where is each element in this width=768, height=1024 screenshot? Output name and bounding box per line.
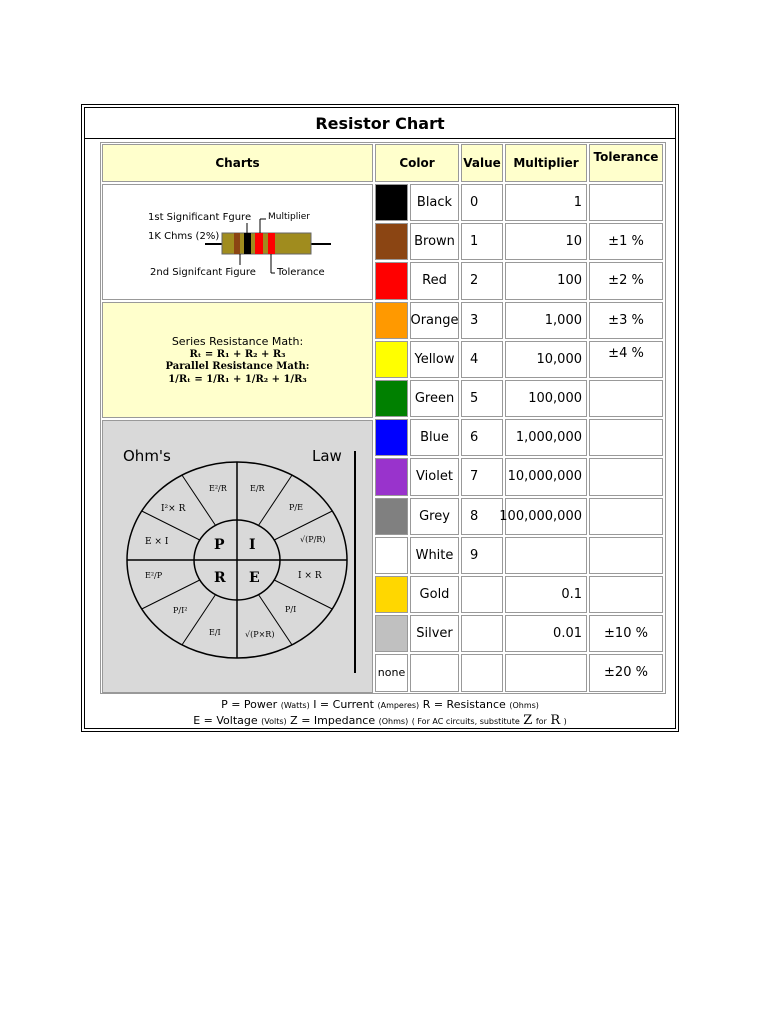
header-tolerance: Tolerance xyxy=(589,144,663,182)
seg-e-i: E/I xyxy=(209,628,221,637)
footer-note-open: ( For AC circuits, substitute xyxy=(411,717,520,726)
tolerance-cell: ±20 % xyxy=(589,654,663,691)
color-name: White xyxy=(410,537,459,574)
multiplier-cell: 100 xyxy=(505,262,587,299)
color-swatch xyxy=(375,537,408,574)
ohms-law-title-right: Law xyxy=(312,447,342,465)
multiplier-cell: 100,000 xyxy=(505,380,587,417)
color-name: Yellow xyxy=(410,341,459,378)
footer-note-close: ) xyxy=(563,717,567,726)
tolerance-cell xyxy=(589,576,663,613)
tolerance-cell xyxy=(589,537,663,574)
color-name: Orange xyxy=(410,302,459,339)
color-name: Green xyxy=(410,380,459,417)
color-name: Red xyxy=(410,262,459,299)
seg-sqrt-pxr: √(P×R) xyxy=(245,630,275,639)
page-title: Resistor Chart xyxy=(85,108,675,139)
resistor-chart-frame xyxy=(81,104,679,732)
color-swatch xyxy=(375,498,408,535)
multiplier-cell: 1 xyxy=(505,184,587,221)
wheel-spoke xyxy=(142,580,200,609)
wheel-spoke xyxy=(182,595,216,645)
color-swatch xyxy=(375,184,408,221)
seg-p-e: P/E xyxy=(289,503,303,512)
color-swatch xyxy=(375,302,408,339)
color-swatch xyxy=(375,419,408,456)
color-swatch xyxy=(375,615,408,652)
value-cell: 6 xyxy=(461,419,503,456)
footer-note-for: for xyxy=(535,717,547,726)
seg-e-x-i: E × I xyxy=(145,537,169,547)
value-cell xyxy=(461,654,503,691)
ohms-law-title-left: Ohm's xyxy=(123,447,171,465)
footer-i-unit: (Amperes) xyxy=(377,701,420,710)
multiplier-cell xyxy=(505,654,587,691)
tolerance-cell: ±10 % xyxy=(589,615,663,652)
footer-note-r: R xyxy=(550,713,561,728)
ohms-law-panel xyxy=(102,420,373,693)
center-i: I xyxy=(249,537,256,553)
band-2 xyxy=(244,233,251,254)
footer-line-2 xyxy=(85,713,675,728)
tolerance-cell: ±3 % xyxy=(589,302,663,339)
header-value: Value xyxy=(461,144,503,182)
series-math-title: Series Resistance Math: xyxy=(171,335,304,348)
label-value: 1K Chms (2%) xyxy=(148,231,220,242)
resistor-diagram-panel xyxy=(102,184,373,300)
tolerance-cell xyxy=(589,184,663,221)
seg-p-i: P/I xyxy=(285,605,297,614)
label-tolerance: Tolerance xyxy=(277,267,325,278)
color-name: Violet xyxy=(410,458,459,495)
value-cell: 9 xyxy=(461,537,503,574)
value-cell: 2 xyxy=(461,262,503,299)
color-swatch xyxy=(375,341,408,378)
multiplier-cell: 10,000,000 xyxy=(505,458,587,495)
header-color: Color xyxy=(375,144,459,182)
color-swatch xyxy=(375,380,408,417)
color-name: Grey xyxy=(410,498,459,535)
header-charts: Charts xyxy=(102,144,373,182)
multiplier-cell: 1,000 xyxy=(505,302,587,339)
series-math-panel xyxy=(102,302,373,418)
tolerance-cell xyxy=(589,380,663,417)
footer-line-1 xyxy=(85,698,675,711)
color-swatch xyxy=(375,223,408,260)
center-r: R xyxy=(214,570,226,586)
label-first-fig: 1st Significant Fgure xyxy=(148,212,252,223)
footer-p: P = Power xyxy=(221,698,278,711)
band-3 xyxy=(255,233,263,254)
seg-i2-x-r: I²× R xyxy=(161,504,186,514)
value-cell: 8 xyxy=(461,498,503,535)
footer-e-unit: (Volts) xyxy=(261,717,287,726)
frame-inner-border xyxy=(84,107,676,729)
seg-e2-r: E²/R xyxy=(209,484,227,493)
value-cell: 7 xyxy=(461,458,503,495)
multiplier-cell: 0.1 xyxy=(505,576,587,613)
parallel-math-formula: 1/Rₜ = 1/R₁ + 1/R₂ + 1/R₃ xyxy=(168,374,307,385)
ohms-law-wheel xyxy=(103,421,372,692)
color-name: Brown xyxy=(410,223,459,260)
multiplier-cell: 10 xyxy=(505,223,587,260)
value-cell: 0 xyxy=(461,184,503,221)
label-second-fig: 2nd Signifcant Figure xyxy=(150,267,256,278)
value-cell: 5 xyxy=(461,380,503,417)
color-swatch xyxy=(375,576,408,613)
value-cell xyxy=(461,576,503,613)
seg-e2-p: E²/P xyxy=(145,571,163,580)
band-1 xyxy=(234,233,240,254)
color-swatch xyxy=(375,262,408,299)
color-name: Black xyxy=(410,184,459,221)
footer-z-unit: (Ohms) xyxy=(378,717,409,726)
color-name: Gold xyxy=(410,576,459,613)
footer-r-unit: (Ohms) xyxy=(509,701,539,710)
parallel-math-title: Parallel Resistance Math: xyxy=(165,361,310,372)
seg-e-r: E/R xyxy=(250,484,265,493)
tolerance-cell xyxy=(589,419,663,456)
footer-e: E = Voltage xyxy=(193,714,258,727)
multiplier-cell: 0.01 xyxy=(505,615,587,652)
footer-i: I = Current xyxy=(313,698,374,711)
tolerance-cell: ±4 % xyxy=(589,341,663,378)
center-p: P xyxy=(214,537,225,553)
value-cell: 1 xyxy=(461,223,503,260)
seg-sqrt-p-r: √(P/R) xyxy=(300,535,326,544)
color-name: Blue xyxy=(410,419,459,456)
wheel-spoke xyxy=(274,580,332,609)
seg-p-i2: P/I² xyxy=(173,606,188,615)
footer-note-z: Z xyxy=(523,713,533,728)
series-math-formula: Rₜ = R₁ + R₂ + R₃ xyxy=(189,349,286,360)
footer-p-unit: (Watts) xyxy=(280,701,310,710)
chart-table xyxy=(100,142,666,694)
color-swatch xyxy=(375,458,408,495)
value-cell: 3 xyxy=(461,302,503,339)
label-multiplier: Multiplier xyxy=(268,212,310,222)
multiplier-cell xyxy=(505,537,587,574)
multiplier-cell: 1,000,000 xyxy=(505,419,587,456)
color-name: Silver xyxy=(410,615,459,652)
center-e: E xyxy=(249,570,260,586)
value-cell xyxy=(461,615,503,652)
header-multiplier: Multiplier xyxy=(505,144,587,182)
tolerance-cell: ±1 % xyxy=(589,223,663,260)
seg-i-x-r: I × R xyxy=(298,571,322,581)
tolerance-cell xyxy=(589,458,663,495)
color-name: none xyxy=(375,654,408,691)
multiplier-cell: 10,000 xyxy=(505,341,587,378)
wheel-spoke xyxy=(182,475,216,525)
footer-z: Z = Impedance xyxy=(290,714,376,727)
value-cell: 4 xyxy=(461,341,503,378)
wheel-spoke xyxy=(259,475,293,525)
tolerance-cell: ±2 % xyxy=(589,262,663,299)
color-name-empty xyxy=(410,654,459,691)
wheel-spoke xyxy=(142,511,200,540)
tolerance-cell xyxy=(589,498,663,535)
footer-r: R = Resistance xyxy=(422,698,506,711)
resistor-diagram xyxy=(103,185,372,299)
multiplier-cell: 100,000,000 xyxy=(505,498,587,535)
band-4 xyxy=(268,233,275,254)
